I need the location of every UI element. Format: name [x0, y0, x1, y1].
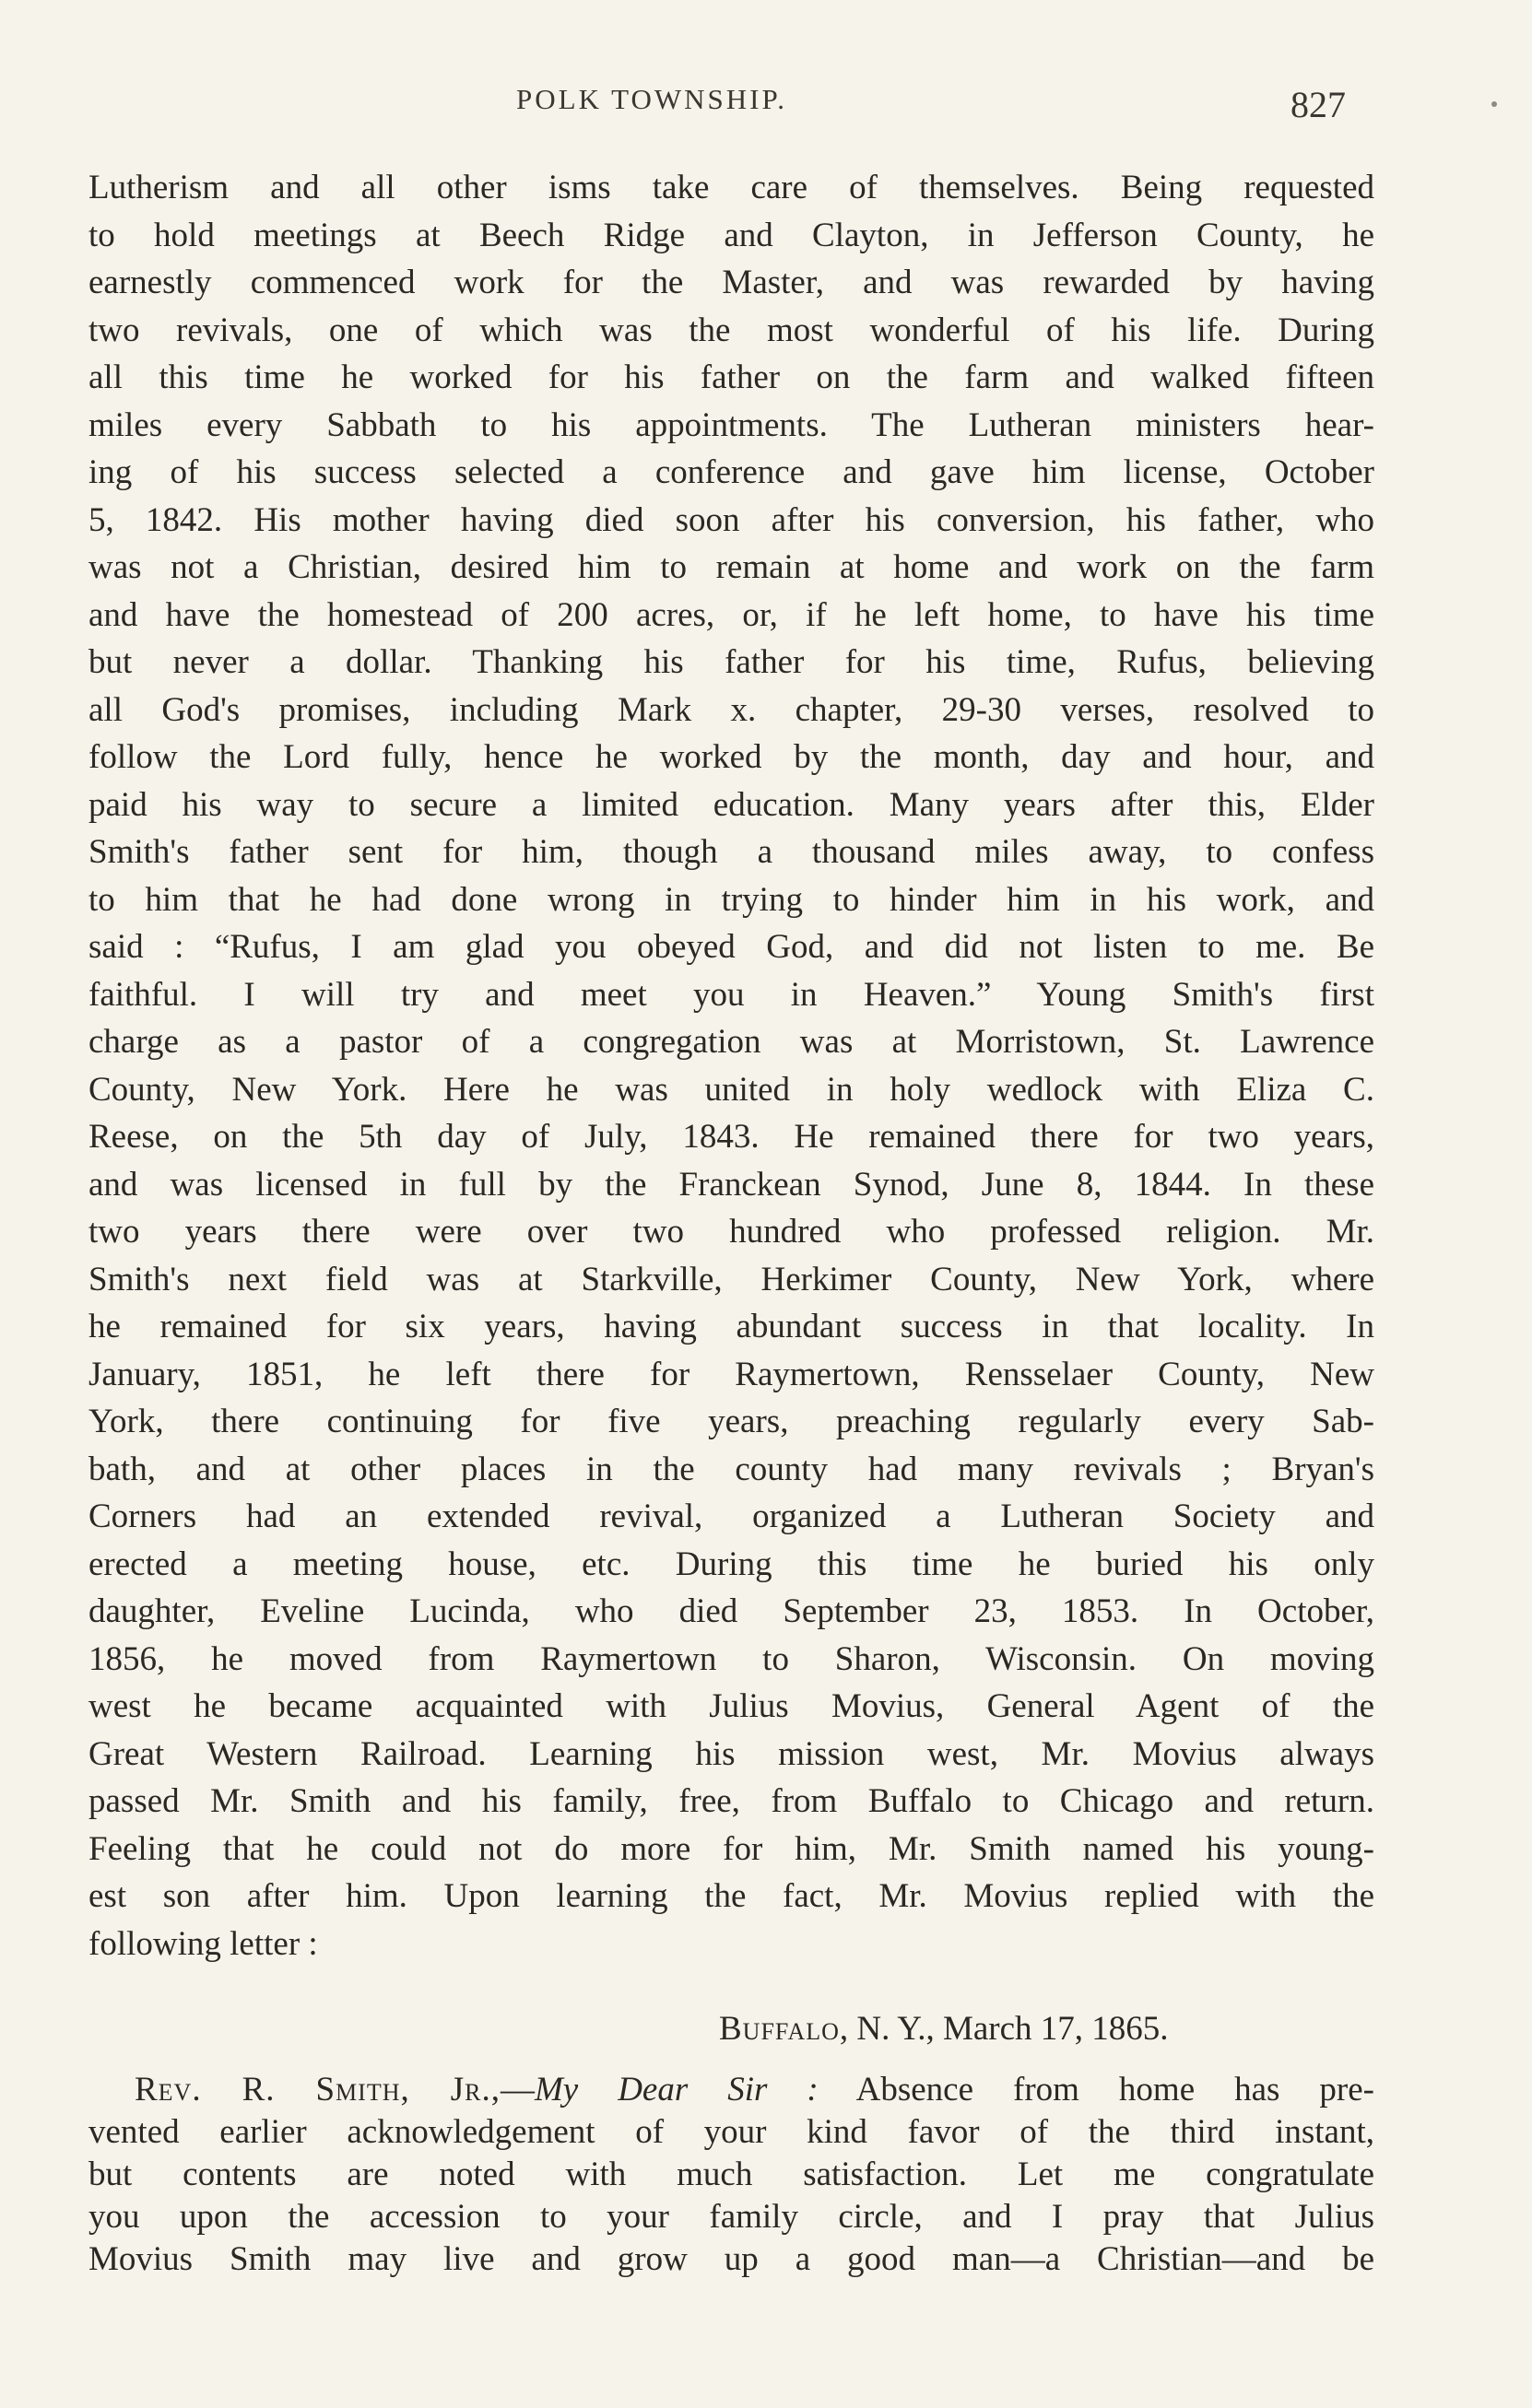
- text-line: ing of his success selected a conference and gave him license, October: [88, 453, 1374, 491]
- dateline-place: Buffalo: [719, 2010, 840, 2048]
- text-line: said : “Rufus, I am glad you obeyed God, and did not listen to me. Be: [88, 928, 1374, 966]
- letter-first-line-rest: Absence from home has pre-: [818, 2071, 1374, 2108]
- letter-addressee: Rev. R. Smith, Jr.,: [135, 2071, 501, 2108]
- text-line: Feeling that he could not do more for him, Mr. Smith named his young-: [88, 1829, 1374, 1868]
- text-line: Lutherism and all other isms take care of themselves. Being requested: [88, 169, 1374, 206]
- text-line: following letter :: [88, 1924, 318, 1963]
- text-line: est son after him. Upon learning the fact, Mr. Movius replied with the: [88, 1877, 1374, 1915]
- text-line: to hold meetings at Beech Ridge and Clayton, in Jefferson County, he: [88, 216, 1374, 254]
- text-line: and have the homestead of 200 acres, or, if he left home, to have his time: [88, 595, 1374, 634]
- text-line: 5, 1842. His mother having died soon after his conversion, his father, who: [88, 500, 1374, 539]
- text-line: faithful. I will try and meet you in Heaven.” Young Smith's first: [88, 975, 1374, 1014]
- letter-line: but contents are noted with much satisfaction. Let me congratulate: [88, 2155, 1374, 2193]
- text-line: erected a meeting house, etc. During this time he buried his only: [88, 1545, 1374, 1583]
- text-line: bath, and at other places in the county had many revivals ; Bryan's: [88, 1450, 1374, 1488]
- text-line: daughter, Eveline Lucinda, who died September 23, 1853. In October,: [88, 1592, 1374, 1630]
- text-line: west he became acquainted with Julius Movius, General Agent of the: [88, 1687, 1374, 1725]
- text-line: York, there continuing for five years, preaching regularly every Sab-: [88, 1403, 1374, 1440]
- text-line: Smith's next field was at Starkville, Herkimer County, New York, where: [88, 1260, 1374, 1298]
- text-line: Reese, on the 5th day of July, 1843. He remained there for two years,: [88, 1118, 1374, 1156]
- text-line: Corners had an extended revival, organized a Lutheran Society and: [88, 1498, 1374, 1535]
- letter-line: vented earlier acknowledgement of your kind favor of the third instant,: [88, 2113, 1374, 2151]
- text-line: paid his way to secure a limited education. Many years after this, Elder: [88, 785, 1374, 824]
- letter-body: [88, 2069, 1374, 2281]
- text-line: all God's promises, including Mark x. chapter, 29-30 verses, resolved to: [88, 690, 1374, 729]
- text-line: follow the Lord fully, hence he worked by the month, day and hour, and: [88, 738, 1374, 776]
- text-line: earnestly commenced work for the Master, and was rewarded by having: [88, 264, 1374, 301]
- body-paragraph: [88, 164, 1374, 1968]
- margin-speck: [1491, 101, 1497, 107]
- running-header: [0, 83, 1532, 129]
- dateline-date: , N. Y., March 17, 1865.: [839, 2010, 1169, 2048]
- text-line: 1856, he moved from Raymertown to Sharon, Wisconsin. On moving: [88, 1639, 1374, 1678]
- running-title: POLK TOWNSHIP.: [516, 83, 788, 115]
- text-line: all this time he worked for his father on the farm and walked fifteen: [88, 358, 1374, 396]
- text-line: charge as a pastor of a congregation was at Morristown, St. Lawrence: [88, 1023, 1374, 1061]
- letter-line: Movius Smith may live and grow up a good man—a Christian—and be: [88, 2240, 1374, 2278]
- text-line: Great Western Railroad. Learning his mission west, Mr. Movius always: [88, 1734, 1374, 1773]
- letter-dash: —: [500, 2071, 535, 2108]
- letter-dateline: [719, 2009, 1169, 2049]
- text-line: Smith's father sent for him, though a thousand miles away, to confess: [88, 833, 1374, 871]
- text-line: passed Mr. Smith and his family, free, from Buffalo to Chicago and return.: [88, 1782, 1374, 1820]
- letter-salutation: My Dear Sir :: [534, 2071, 819, 2108]
- text-line: was not a Christian, desired him to remain at home and work on the farm: [88, 548, 1374, 586]
- text-line: two revivals, one of which was the most wonderful of his life. During: [88, 311, 1374, 349]
- text-line: January, 1851, he left there for Raymertown, Rensselaer County, New: [88, 1355, 1374, 1393]
- letter-line: you upon the accession to your family circle, and I pray that Julius: [88, 2198, 1374, 2236]
- text-line: he remained for six years, having abundant success in that locality. In: [88, 1308, 1374, 1345]
- text-line: but never a dollar. Thanking his father for his time, Rufus, believing: [88, 643, 1374, 681]
- text-line: and was licensed in full by the Franckean Synod, June 8, 1844. In these: [88, 1165, 1374, 1204]
- text-line: County, New York. Here he was united in holy wedlock with Eliza C.: [88, 1070, 1374, 1109]
- page-number: 827: [1290, 84, 1346, 125]
- text-line: to him that he had done wrong in trying to hinder him in his work, and: [88, 880, 1374, 919]
- text-line: two years there were over two hundred who professed religion. Mr.: [88, 1213, 1374, 1251]
- letter-opening-line: [88, 2069, 1374, 2111]
- text-line: miles every Sabbath to his appointments. The Lutheran ministers hear-: [88, 405, 1374, 444]
